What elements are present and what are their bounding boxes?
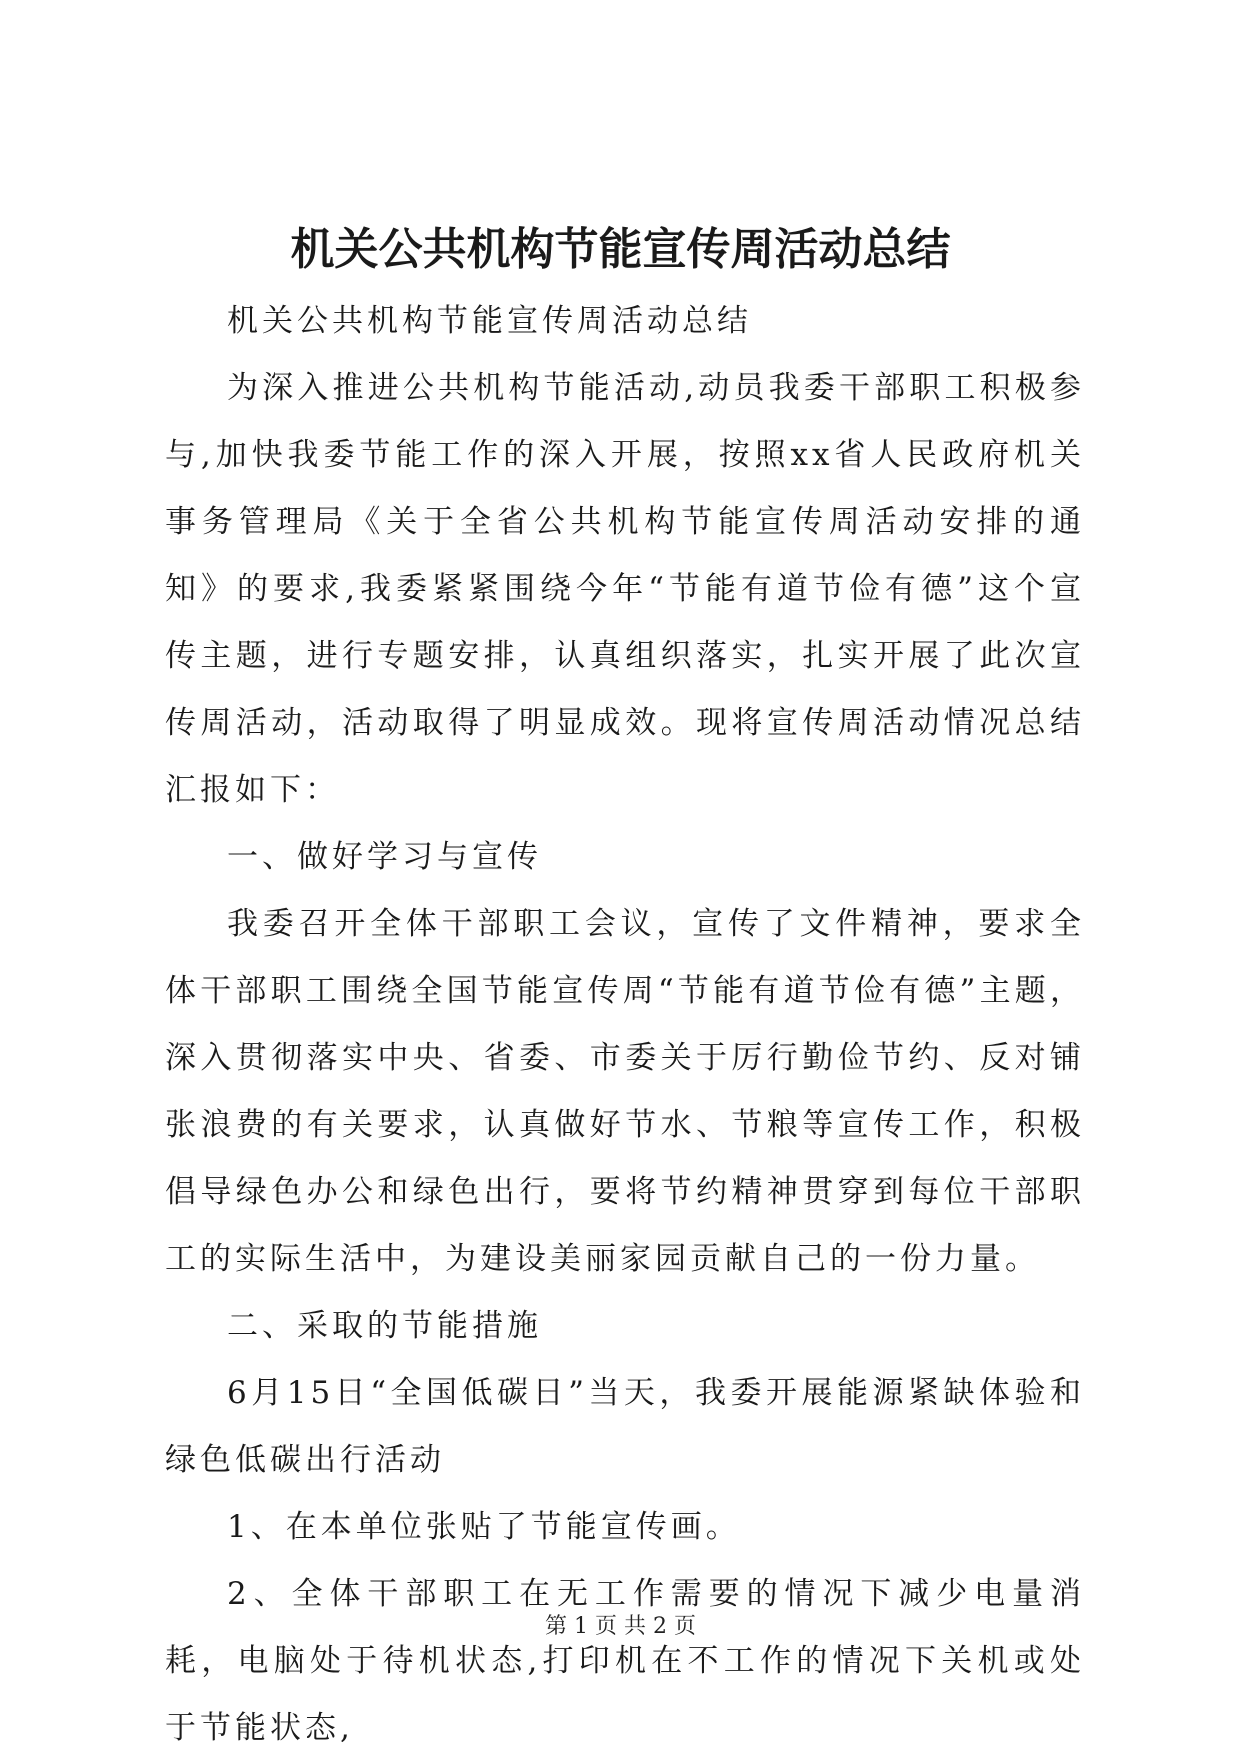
section-2-paragraph: 6月15日“全国低碳日”当天，我委开展能源紧缺体验和绿色低碳出行活动	[165, 1375, 1085, 1478]
section-heading-2: 二、采取的节能措施	[227, 1308, 542, 1344]
document-body	[165, 288, 1085, 1762]
page-footer: 第 1 页 共 2 页	[545, 1614, 696, 1639]
list-item-2: 2、全体干部职工在无工作需要的情况下减少电量消耗，电脑处于待机状态,打印机在不工作的情况下关机或处于节能状态,	[165, 1576, 1085, 1746]
section-heading-1: 一、做好学习与宣传	[227, 839, 542, 875]
page-title: 机关公共机构节能宣传周活动总结	[290, 224, 951, 275]
list-item-1: 1、在本单位张贴了节能宣传画。	[227, 1509, 741, 1545]
subtitle-paragraph: 机关公共机构节能宣传周活动总结	[227, 303, 752, 339]
section-1-paragraph: 我委召开全体干部职工会议，宣传了文件精神，要求全体干部职工围绕全国节能宣传周“节能有道节俭有德”主题，深入贯彻落实中央、省委、市委关于厉行勤俭节约、反对铺张浪费的有关要求，认真做好节水、节粮等宣传工作，积极倡导绿色办公和绿色出行，要将节约精神贯穿到每位干部职工的实际生活中，为建设美丽家园贡献自己的一份力量。	[165, 906, 1085, 1277]
intro-paragraph: 为深入推进公共机构节能活动,动员我委干部职工积极参与,加快我委节能工作的深入开展，按照xx省人民政府机关事务管理局《关于全省公共机构节能宣传周活动安排的通知》的要求,我委紧紧围绕今年“节能有道节俭有德”这个宣传主题，进行专题安排，认真组织落实，扎实开展了此次宣传周活动，活动取得了明显成效。现将宣传周活动情况总结汇报如下：	[165, 370, 1085, 808]
